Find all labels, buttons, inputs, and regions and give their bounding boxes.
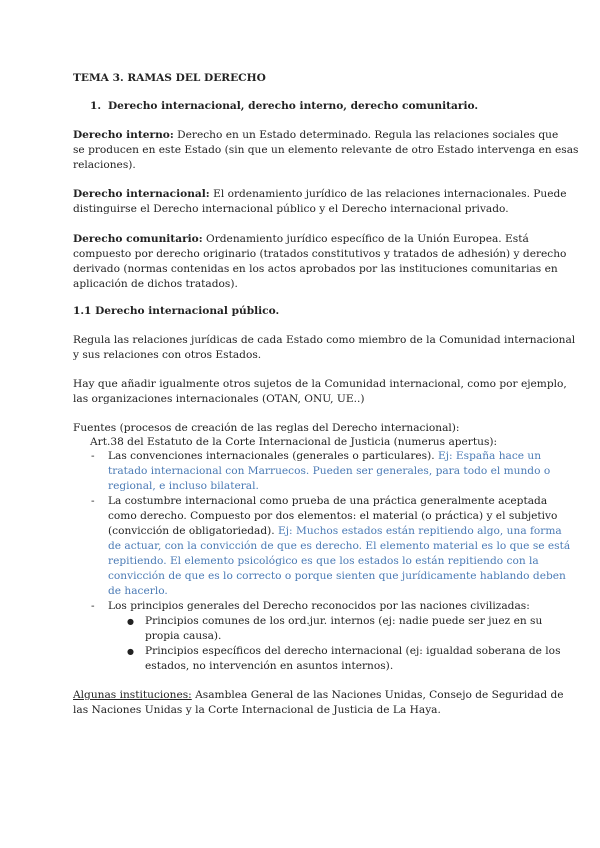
item2-line3: (convicción de obligatoriedad). Ej: Muchos estados están repitiendo algo, una forma [108, 525, 562, 537]
item2-line7: de hacerlo. [108, 585, 168, 597]
item3-text: Los principios generales del Derecho reconocidos por las naciones civilizadas: [108, 600, 530, 612]
item2-line1: La costumbre internacional como prueba de una práctica generalmente aceptada [108, 495, 548, 507]
def-comunitario-line4: aplicación de dichos tratados). [73, 278, 238, 290]
p1-line1: Regula las relaciones jurídicas de cada Estado como miembro de la Comunidad internacional [73, 334, 576, 346]
section-number: 1. [90, 100, 102, 112]
def-comunitario-line2: compuesto por derecho originario (tratados constitutivos y tratados de adhesión) y derecho [73, 248, 567, 260]
bullet-dot-icon: ● [127, 647, 134, 656]
fuentes-art: Art.38 del Estatuto de la Corte Internacional de Justicia (numerus apertus): [90, 436, 498, 448]
def-interno-line3: relaciones). [73, 159, 136, 171]
def-interno-line1: Derecho interno: Derecho en un Estado determinado. Regula las relaciones sociales que [73, 129, 559, 141]
item1-line2: tratado internacional con Marruecos. Pueden ser generales, para todo el mundo o [108, 465, 551, 477]
document-title: TEMA 3. RAMAS DEL DERECHO [73, 72, 266, 84]
bullet-dot-icon: ● [127, 617, 134, 626]
item1-line1: Las convenciones internacionales (generales o particulares). Ej: España hace un [108, 450, 542, 462]
def-internacional-term: Derecho internacional: [73, 188, 210, 200]
item2-line2: como derecho. Compuesto por dos elementos: el material (o práctica) y el subjetivo [108, 510, 558, 522]
p2-line1: Hay que añadir igualmente otros sujetos de la Comunidad internacional, como por ejemplo, [73, 378, 567, 390]
sub2-line1: Principios específicos del derecho internacional (ej: igualdad soberana de los [145, 645, 561, 657]
p2-line2: las organizaciones internacionales (OTAN, ONU, UE..) [73, 393, 365, 405]
def-interno-term: Derecho interno: [73, 129, 174, 141]
def-comunitario-line3: derivado (normas contenidas en los actos aprobados por las instituciones comunitarias en [73, 263, 558, 275]
sub2-line2: estados, no intervención en asuntos internos). [145, 660, 394, 672]
def-internacional-line2: distinguirse el Derecho internacional público y el Derecho internacional privado. [73, 203, 509, 215]
item2-line4: de actuar, con la convicción de que es derecho. El elemento material es lo que se está [108, 540, 571, 552]
bullet-dash: - [91, 600, 95, 612]
sub1-line1: Principios comunes de los ord.jur. internos (ej: nadie puede ser juez en su [145, 615, 543, 627]
instituciones-line1: Algunas instituciones: Asamblea General de las Naciones Unidas, Consejo de Seguridad de [73, 689, 564, 701]
instituciones-line2: las Naciones Unidas y la Corte Internacional de Justicia de La Haya. [73, 704, 441, 716]
section-heading: Derecho internacional, derecho interno, derecho comunitario. [108, 100, 479, 112]
def-comunitario-term: Derecho comunitario: [73, 233, 203, 245]
subsection-heading: 1.1 Derecho internacional público. [73, 305, 280, 317]
instituciones-label: Algunas instituciones: [73, 689, 192, 701]
sub1-line2: propia causa). [145, 630, 222, 642]
item1-line3: regional, e incluso bilateral. [108, 480, 259, 492]
bullet-dash: - [91, 450, 95, 462]
def-comunitario-line1: Derecho comunitario: Ordenamiento jurídico específico de la Unión Europea. Está [73, 233, 529, 245]
def-interno-line2: se producen en este Estado (sin que un elemento relevante de otro Estado intervenga en esas [73, 144, 579, 156]
bullet-dash: - [91, 495, 95, 507]
fuentes-intro: Fuentes (procesos de creación de las reglas del Derecho internacional): [73, 422, 460, 434]
p1-line2: y sus relaciones con otros Estados. [73, 349, 262, 361]
item2-line5: repitiendo. El elemento psicológico es que los estados lo están repitiendo con la [108, 555, 539, 567]
def-internacional-line1: Derecho internacional: El ordenamiento jurídico de las relaciones internacionales. Puede [73, 188, 567, 200]
item2-line6: convicción de que es lo correcto o porque sienten que jurídicamente hablando deben [108, 570, 566, 582]
